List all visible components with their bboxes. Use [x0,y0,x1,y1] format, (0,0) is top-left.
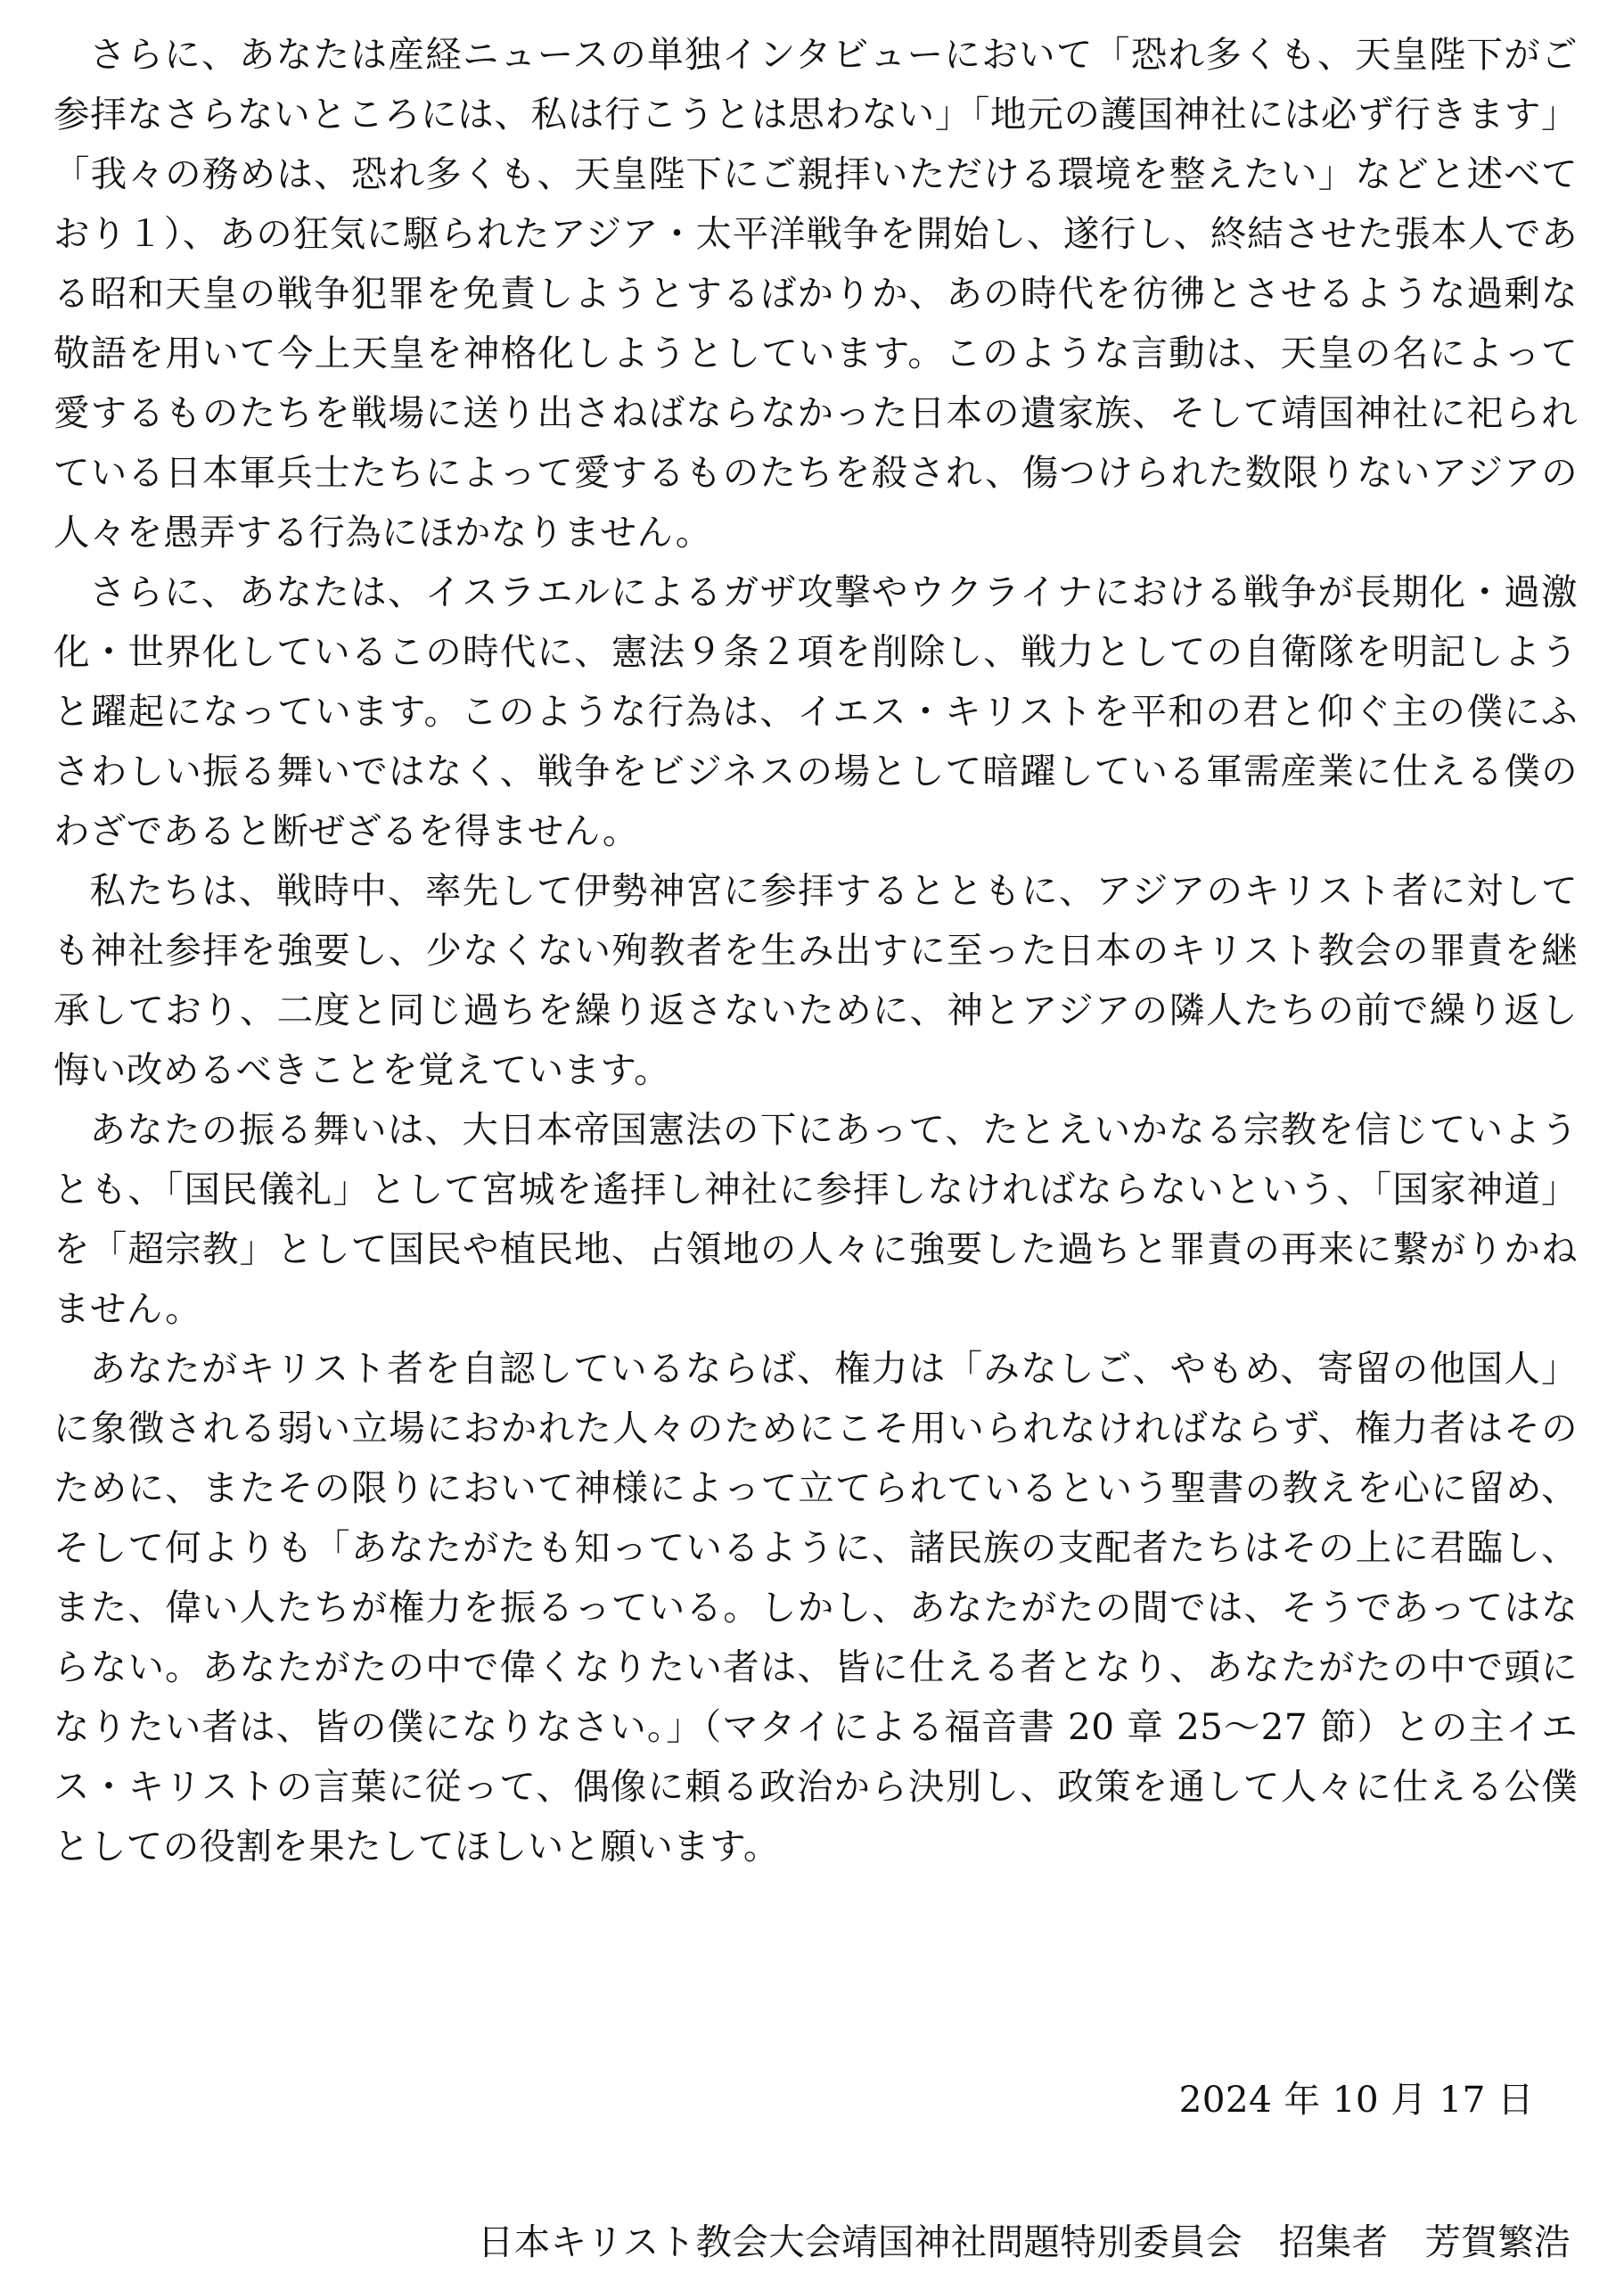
paragraph-1: さらに、あなたは産経ニュースの単独インタビューにおいて「恐れ多くも、天皇陛下がご参拝なさらないところには、私は行こうとは思わない」「地元の護国神社には必ず行きます」「我々の務めは、恐れ多くも、天皇陛下にご親拝いただける環境を整えたい」などと述べており１）、あの狂気に駆られたアジア・太平洋戦争を開始し、遂行し、終結させた張本人である昭和天皇の戦争犯罪を免責しようとするばかりか、あの時代を彷彿とさせるような過剰な敬語を用いて今上天皇を神格化しようとしています。このような言動は、天皇の名によって愛するものたちを戦場に送り出さねばならなかった日本の遺家族、そして靖国神社に祀られている日本軍兵士たちによって愛するものたちを殺され、傷つけられた数限りないアジアの人々を愚弄する行為にほかなりません。 [53,33,1578,554]
paragraph-5: あなたがキリスト者を自認しているならば、権力は「みなしご、やもめ、寄留の他国人」に象徴される弱い立場におかれた人々のためにこそ用いられなければならず、権力者はそのために、またその限りにおいて神様によって立てられているという聖書の教えを心に留め、そして何よりも「あなたがたも知っているように、諸民族の支配者たちはその上に君臨し、また、偉い人たちが権力を振るっている。しかし、あなたがたの間では、そうであってはならない。あなたがたの中で偉くなりたい者は、皆に仕える者となり、あなたがたの中で頭になりたい者は、皆の僕になりなさい。」（マタイによる福音書 20 章 25〜27 節）との主イエス・キリストの言葉に従って、偶像に頼る政治から決別し、政策を通して人々に仕える公僕としての役割を果たしてほしいと願います。 [53,1347,1578,1867]
letter-signature: 日本キリスト教会大会靖国神社問題特別委員会 招集者 芳賀繁浩 [477,2220,1571,2263]
paragraph-3: 私たちは、戦時中、率先して伊勢神宮に参拝するとともに、アジアのキリスト者に対しても神社参拝を強要し、少なくない殉教者を生み出すに至った日本のキリスト教会の罪責を継承しており、二度と同じ過ちを繰り返さないために、神とアジアの隣人たちの前で繰り返し悔い改めるべきことを覚えています。 [53,869,1578,1091]
letter-body [53,25,1578,1876]
paragraph-2: さらに、あなたは、イスラエルによるガザ攻撃やウクライナにおける戦争が長期化・過激化・世界化しているこの時代に、憲法９条２項を削除し、戦力としての自衛隊を明記しようと躍起になっています。このような行為は、イエス・キリストを平和の君と仰ぐ主の僕にふさわしい振る舞いではなく、戦争をビジネスの場として暗躍している軍需産業に仕える僕のわざであると断ぜざるを得ません。 [53,570,1578,852]
letter-date: 2024 年 10 月 17 日 [1178,2078,1534,2121]
paragraph-4: あなたの振る舞いは、大日本帝国憲法の下にあって、たとえいかなる宗教を信じていようとも、「国民儀礼」として宮城を遙拝し神社に参拝しなければならないという、「国家神道」を「超宗教」として国民や植民地、占領地の人々に強要した過ちと罪責の再来に繋がりかねません。 [53,1108,1578,1330]
